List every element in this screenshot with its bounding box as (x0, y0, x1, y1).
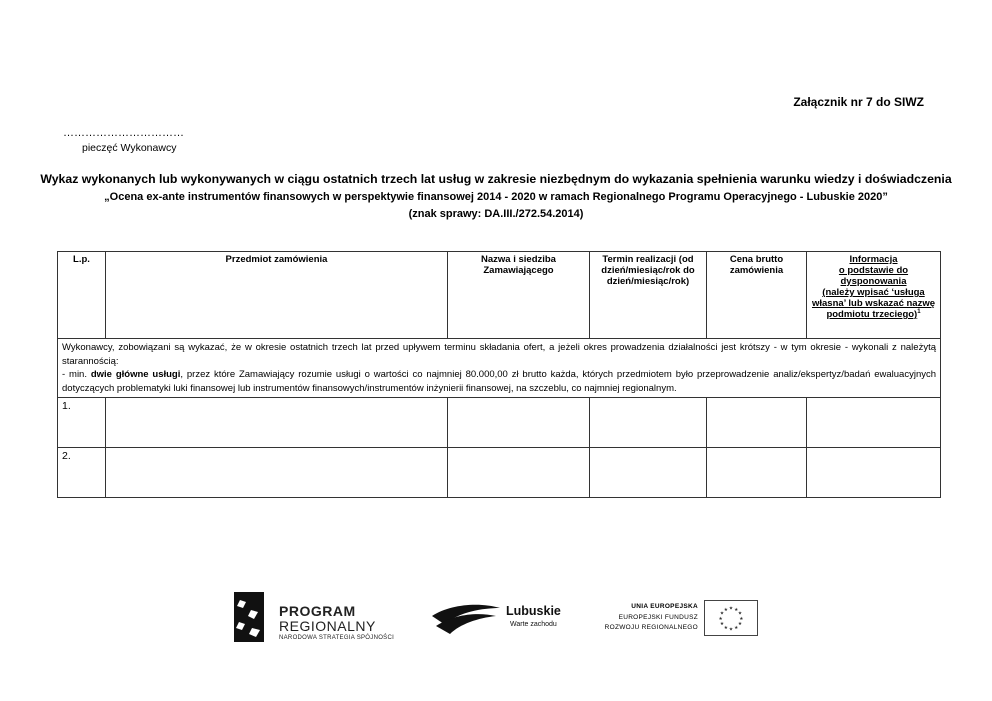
header-term: Termin realizacji (od dzień/miesiąc/rok do dzień/miesiąc/rok) (590, 252, 707, 339)
services-table (57, 251, 941, 498)
svg-text:★: ★ (723, 625, 728, 631)
requirements-row (58, 339, 941, 398)
requirements-p2-start: - min. (62, 369, 91, 380)
lubuskie-name: Lubuskie (506, 604, 561, 618)
header-subject: Przedmiot zamówienia (106, 252, 448, 339)
svg-text:★: ★ (718, 616, 723, 622)
attachment-label: Załącznik nr 7 do SIWZ (793, 95, 924, 109)
svg-text:★: ★ (719, 622, 725, 628)
info-line: dysponowania (840, 276, 907, 287)
eu-fund-logo (598, 598, 768, 640)
info-line: (należy wpisać ‘usługa (822, 287, 925, 298)
eu-regional-label: ROZWOJU REGIONALNEGO (604, 624, 698, 631)
row-number: 1. (58, 398, 106, 448)
info-line: własna’ lub wskazać nazwę (811, 298, 936, 309)
svg-text:★: ★ (737, 611, 743, 617)
info-line: podmiotu trzeciego) (826, 309, 918, 321)
cell-info[interactable] (807, 448, 941, 498)
requirements-p2-bold: dwie główne usługi (90, 369, 181, 380)
cell-term[interactable] (590, 448, 707, 498)
cell-price[interactable] (707, 398, 807, 448)
eu-fund-label: EUROPEJSKI FUNDUSZ (618, 614, 698, 621)
stamp-label: pieczęć Wykonawcy (82, 142, 177, 154)
svg-text:★: ★ (728, 627, 734, 633)
header-lp: L.p. (58, 252, 106, 339)
program-regionalny-logo (234, 590, 404, 646)
header-price: Cena brutto zamówienia (707, 252, 807, 339)
table-row (58, 448, 941, 498)
cell-price[interactable] (707, 448, 807, 498)
header-orderer: Nazwa i siedziba Zamawiającego (448, 252, 590, 339)
lubuskie-logo (430, 596, 580, 640)
case-reference: (znak sprawy: DA.III./272.54.2014) (408, 208, 584, 220)
program-subtitle: REGIONALNY (279, 618, 376, 634)
svg-text:★: ★ (739, 616, 744, 622)
svg-text:★: ★ (734, 607, 739, 613)
svg-text:★: ★ (723, 607, 728, 613)
cell-term[interactable] (590, 398, 707, 448)
table-row (58, 398, 941, 448)
svg-text:★: ★ (719, 611, 725, 617)
lubuskie-tagline: Warte zachodu (510, 621, 557, 628)
cell-subject[interactable] (106, 398, 448, 448)
eu-flag-icon (704, 600, 758, 636)
row-number: 2. (58, 448, 106, 498)
document-title: Wykaz wykonanych lub wykonywanych w ciągu ostatnich trzech lat usług w zakresie niezbędnym do wykazania spełnienia warunku wiedzy i doświadczenia (40, 172, 952, 186)
eu-union-label: UNIA EUROPEJSKA (631, 603, 698, 610)
cell-info[interactable] (807, 398, 941, 448)
svg-text:★: ★ (734, 625, 739, 631)
stamp-dotted-line: …………………………… (63, 127, 184, 139)
svg-text:★: ★ (737, 622, 743, 628)
program-regionalny-emblem-icon (234, 592, 264, 642)
footnote-marker: 1 (917, 309, 921, 315)
requirements-p2-end: , przez które Zamawiający rozumie usługi o wartości co najmniej 80.000,00 zł brutto każda, których przedmiotem było przeprowadzenie analiz/ekspertyz/badań ewaluacyjnych dotyczących problematyki luki finansowej lub instrumentów finansowych/instrumentów inżynierii finansowej, na szczeblu, co najmniej regionalnym. (62, 369, 937, 394)
funding-logos (234, 590, 774, 646)
program-title: PROGRAM (279, 603, 356, 619)
header-info (807, 252, 941, 339)
requirements-paragraph-1: Wykonawcy, zobowiązani są wykazać, że w okresie ostatnich trzech lat przed upływem terminu składania ofert, a jeżeli okres prowadzenia działalności jest krótszy - w tym okresie - wykonali z należytą starannością: (62, 342, 936, 367)
program-tagline: NARODOWA STRATEGIA SPÓJNOŚCI (279, 635, 395, 641)
requirements-note (58, 339, 941, 398)
svg-text:★: ★ (728, 606, 734, 612)
lubuskie-wave-icon (430, 600, 502, 638)
table-header-row (58, 252, 941, 339)
info-line: o podstawie do (838, 265, 909, 276)
document-subtitle: „Ocena ex-ante instrumentów finansowych w perspektywie finansowej 2014 - 2020 w ramach Regionalnego Programu Operacyjnego - Lubuskie 2020” (104, 191, 888, 203)
cell-subject[interactable] (106, 448, 448, 498)
cell-orderer[interactable] (448, 398, 590, 448)
info-line: Informacja (849, 254, 898, 265)
cell-orderer[interactable] (448, 448, 590, 498)
